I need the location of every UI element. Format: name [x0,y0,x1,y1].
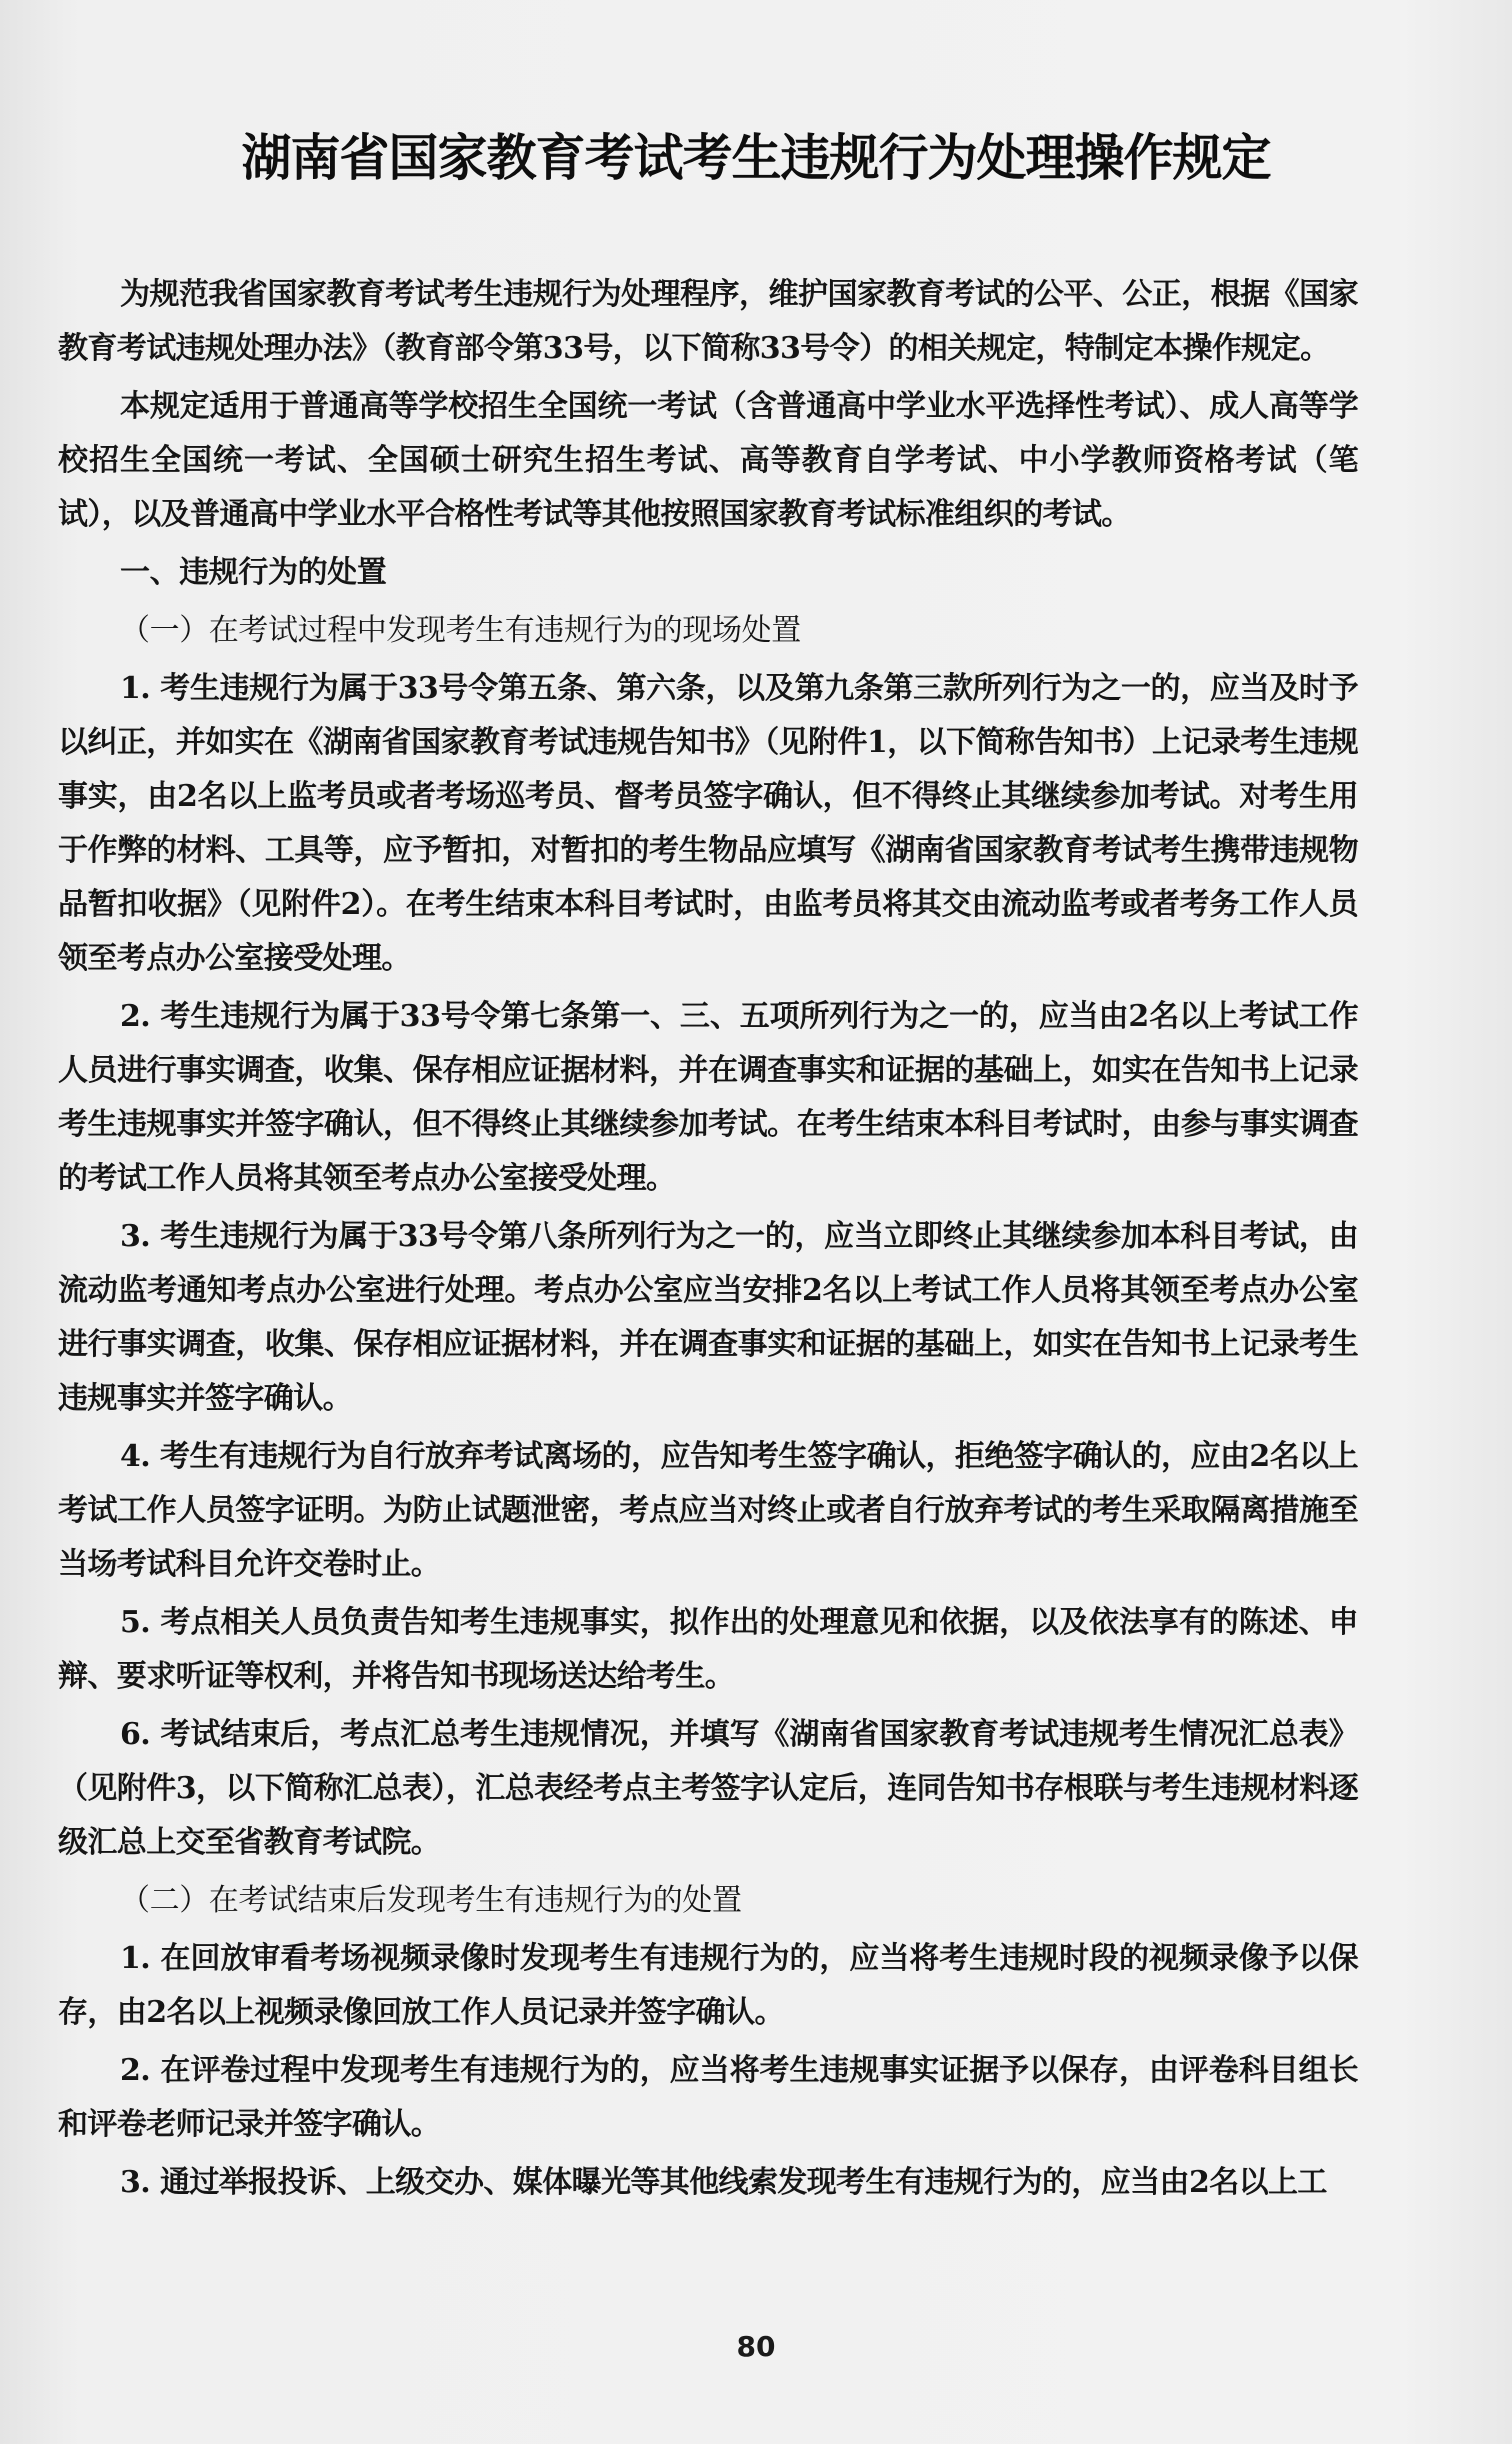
page-number: 80 [736,2330,776,2363]
paragraph-item: 1. 在回放审看考场视频录像时发现考生有违规行为的，应当将考生违规时段的视频录像予以保存，由2名以上视频录像回放工作人员记录并签字确认。 [58,1941,1358,2030]
paragraph-scope: 本规定适用于普通高等学校招生全国统一考试（含普通高中学业水平选择性考试）、成人高等学校招生全国统一考试、全国硕士研究生招生考试、高等教育自学考试、中小学教师资格考试（笔试），以及普通高中学业水平合格性考试等其他按照国家教育考试标准组织的考试。 [58,389,1358,532]
paragraph-item: 6. 考试结束后，考点汇总考生违规情况，并填写《湖南省国家教育考试违规考生情况汇总表》（见附件3，以下简称汇总表），汇总表经考点主考签字认定后，连同告知书存根联与考生违规材料逐级汇总上交至省教育考试院。 [58,1717,1358,1860]
section-heading: 一、违规行为的处置 [120,555,387,590]
subsection-heading: （一）在考试过程中发现考生有违规行为的现场处置 [120,613,801,648]
paragraph-item: 3. 通过举报投诉、上级交办、媒体曝光等其他线索发现考生有违规行为的，应当由2名以上工 [120,2165,1327,2200]
document-body [58,268,1358,2214]
paragraph-item: 2. 考生违规行为属于33号令第七条第一、三、五项所列行为之一的，应当由2名以上考试工作人员进行事实调查，收集、保存相应证据材料，并在调查事实和证据的基础上，如实在告知书上记录考生违规事实并签字确认，但不得终止其继续参加考试。在考生结束本科目考试时，由参与事实调查的考试工作人员将其领至考点办公室接受处理。 [58,999,1358,1196]
paragraph-purpose: 为规范我省国家教育考试考生违规行为处理程序，维护国家教育考试的公平、公正，根据《国家教育考试违规处理办法》（教育部令第33号，以下简称33号令）的相关规定，特制定本操作规定。 [58,277,1358,366]
paragraph-item: 4. 考生有违规行为自行放弃考试离场的，应告知考生签字确认，拒绝签字确认的，应由2名以上考试工作人员签字证明。为防止试题泄密，考点应当对终止或者自行放弃考试的考生采取隔离措施至当场考试科目允许交卷时止。 [58,1439,1358,1582]
paragraph-item: 3. 考生违规行为属于33号令第八条所列行为之一的，应当立即终止其继续参加本科目考试，由流动监考通知考点办公室进行处理。考点办公室应当安排2名以上考试工作人员将其领至考点办公室进行事实调查，收集、保存相应证据材料，并在调查事实和证据的基础上，如实在告知书上记录考生违规事实并签字确认。 [58,1219,1358,1416]
paragraph-item: 2. 在评卷过程中发现考生有违规行为的，应当将考生违规事实证据予以保存，由评卷科目组长和评卷老师记录并签字确认。 [58,2053,1358,2142]
document-title: 湖南省国家教育考试考生违规行为处理操作规定 [241,129,1271,187]
subsection-heading: （二）在考试结束后发现考生有违规行为的处置 [120,1883,742,1918]
paragraph-item: 5. 考点相关人员负责告知考生违规事实，拟作出的处理意见和依据，以及依法享有的陈述、申辩、要求听证等权利，并将告知书现场送达给考生。 [58,1605,1358,1694]
paragraph-item: 1. 考生违规行为属于33号令第五条、第六条，以及第九条第三款所列行为之一的，应当及时予以纠正，并如实在《湖南省国家教育考试违规告知书》（见附件1，以下简称告知书）上记录考生违规事实，由2名以上监考员或者考场巡考员、督考员签字确认，但不得终止其继续参加考试。对考生用于作弊的材料、工具等，应予暂扣，对暂扣的考生物品应填写《湖南省国家教育考试考生携带违规物品暂扣收据》（见附件2）。在考生结束本科目考试时，由监考员将其交由流动监考或者考务工作人员领至考点办公室接受处理。 [58,671,1358,976]
